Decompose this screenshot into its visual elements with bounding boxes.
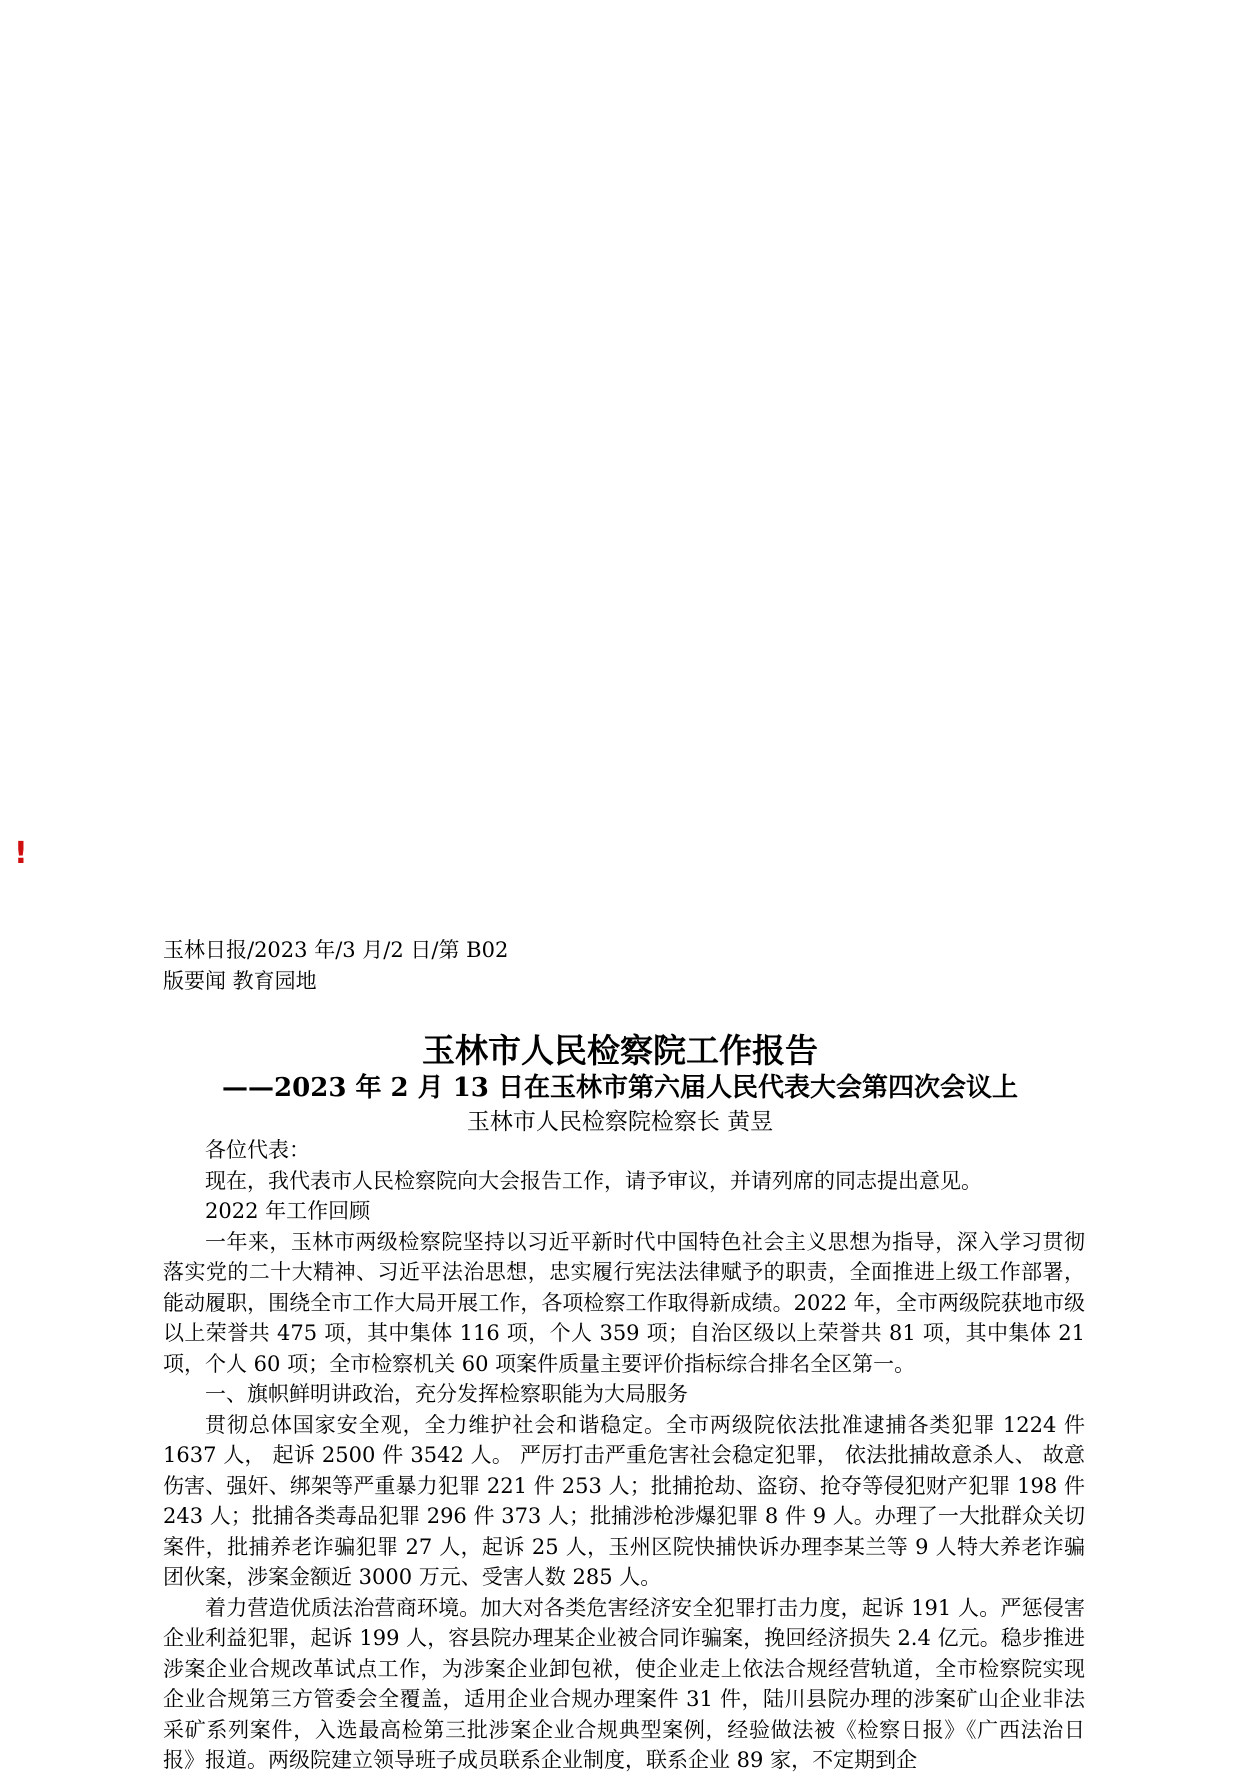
- body-paragraph: 着力营造优质法治营商环境。加大对各类危害经济安全犯罪打击力度，起诉 191 人。严惩侵害企业利益犯罪，起诉 199 人，容县院办理某企业被合同诈骗案，挽回经济损失 2.4 亿元。稳步推进涉案企业合规改革试点工作，为涉案企业卸包袱，使企业走上依法合规经营轨道，全市检察院实现企业合规第三方管委会全覆盖，适用企业合规办理案件 31 件，陆川县院办理的涉案矿山企业非法采矿系列案件，入选最高检第三批涉案企业合规典型案例，经验做法被《检察日报》《广西法治日报》报道。两级院建立领导班子成员联系企业制度，联系企业 89 家，不定期到企: [163, 1595, 1085, 1772]
- red-exclamation-mark: !: [14, 836, 28, 871]
- source-line-1: 玉林日报/2023 年/3 月/2 日/第 B02: [163, 938, 509, 962]
- report-subtitle: ——2023 年 2 月 13 日在玉林市第六届人民代表大会第四次会议上: [222, 1073, 1018, 1103]
- body-paragraph: 一年来，玉林市两级检察院坚持以习近平新时代中国特色社会主义思想为指导，深入学习贯彻落实党的二十大精神、习近平法治思想，忠实履行宪法法律赋予的职责，全面推进上级工作部署，能动履职，围绕全市工作大局开展工作，各项检察工作取得新成绩。2022 年，全市两级院获地市级以上荣誉共 475 项，其中集体 116 项，个人 359 项；自治区级以上荣誉共 81 项，其中集体 21 项，个人 60 项；全市检察机关 60 项案件质量主要评价指标综合排名全区第一。: [163, 1229, 1085, 1376]
- section-heading: 2022 年工作回顾: [205, 1199, 371, 1223]
- source-citation: [163, 935, 508, 997]
- salutation: 各位代表：: [205, 1138, 310, 1162]
- report-body: [163, 1135, 1085, 1776]
- report-author: 玉林市人民检察院检察长 黄昱: [466, 1109, 774, 1135]
- source-line-2: 版要闻 教育园地: [163, 969, 317, 993]
- report-title: 玉林市人民检察院工作报告: [422, 1031, 818, 1070]
- opening-paragraph: 现在，我代表市人民检察院向大会报告工作，请予审议，并请列席的同志提出意见。: [205, 1168, 982, 1193]
- body-paragraph: 贯彻总体国家安全观，全力维护社会和谐稳定。全市两级院依法批准逮捕各类犯罪 1224 件 1637 人， 起诉 2500 件 3542 人。 严厉打击严重危害社会稳定犯罪， 依法批捕故意杀人、 故意伤害、强奸、绑架等严重暴力犯罪 221 件 253 人；批捕抢劫、盗窃、抢夺等侵犯财产犯罪 198 件 243 人；批捕各类毒品犯罪 296 件 373 人；批捕涉枪涉爆犯罪 8 件 9 人。办理了一大批群众关切案件，批捕养老诈骗犯罪 27 人，起诉 25 人，玉州区院快捕快诉办理李某兰等 9 人特大养老诈骗团伙案，涉案金额近 3000 万元、受害人数 285 人。: [163, 1412, 1085, 1589]
- subsection-heading: 一、旗帜鲜明讲政治，充分发挥检察职能为大局服务: [205, 1382, 688, 1406]
